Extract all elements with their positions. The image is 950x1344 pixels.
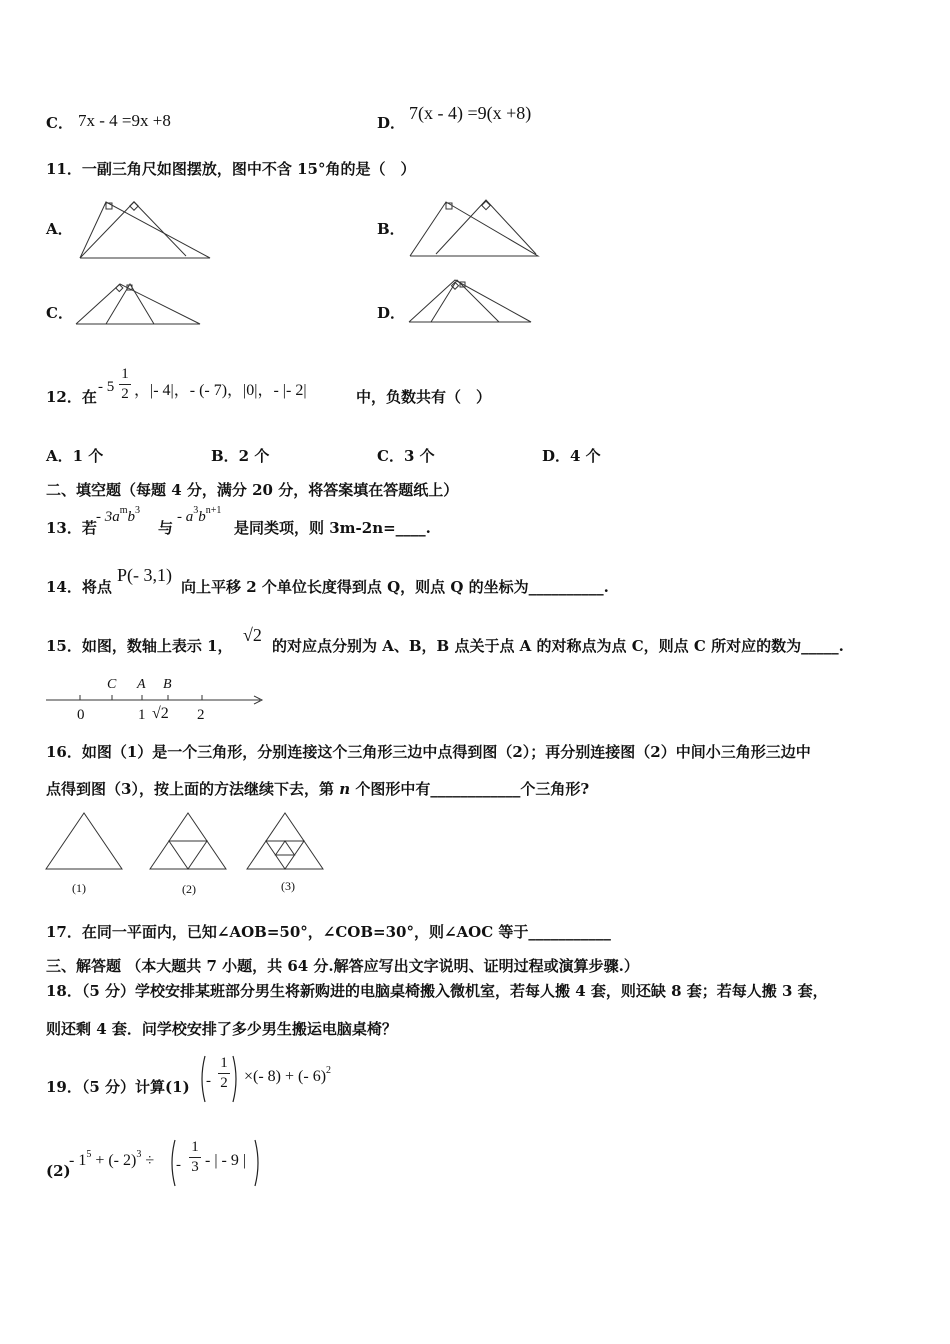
q12-option-a: A．1 个 — [46, 447, 104, 465]
q18-line1: 18．（5 分）学校安排某班部分男生将新购进的电脑桌椅搬入微机室，若每人搬 4 套，则还缺 8 套；若每人搬 3 套， — [46, 982, 828, 1000]
q14-number: 14．将点 — [46, 578, 112, 596]
q13-term2-coef: - a — [177, 509, 194, 525]
q19-p1-fraction — [218, 1056, 230, 1091]
q10-option-c-label: C． — [46, 114, 73, 132]
q12-option-d: D．4 个 — [542, 447, 601, 465]
q16-n: n — [339, 780, 351, 798]
numberline-tick-2: 2 — [197, 707, 205, 723]
section-3-heading: 三、解答题 （本大题共 7 小题，共 64 分.解答应写出文字说明、证明过程或演算步骤.） — [46, 957, 639, 975]
q11-option-c-label: C． — [46, 304, 73, 322]
q19-label: 19．（5 分）计算(1) — [46, 1078, 190, 1096]
q19-p1-bar — [218, 1073, 230, 1074]
q19-p1-numerator: 1 — [220, 1055, 228, 1071]
q16-line2 — [46, 782, 589, 797]
numberline-label-a: A — [137, 677, 146, 692]
q11-option-a-label: A． — [46, 220, 73, 238]
q12-fraction-denominator: 2 — [121, 386, 129, 402]
q11-figure-a — [76, 196, 216, 266]
section-2-heading: 二、填空题（每题 4 分，满分 20 分，将答案填在答题纸上） — [46, 481, 459, 499]
q13-term2 — [177, 505, 222, 525]
q11-figure-b — [406, 196, 546, 266]
q13-term1-sup-3: 3 — [135, 505, 141, 516]
q12-option-c: C．3 个 — [377, 447, 435, 465]
q13-term2-b: b — [198, 509, 206, 525]
q19-p2-bar — [189, 1157, 201, 1158]
q19-p1-rest — [244, 1065, 332, 1085]
q13-term2-sup-3: 3 — [193, 505, 199, 516]
q15-sqrt: √2 — [243, 625, 262, 645]
q17: 17．在同一平面内，已知∠AOB=50°，∠COB=30°，则∠AOC 等于___________ — [46, 923, 611, 941]
q11-figure-c — [72, 280, 212, 330]
q14-point: P(- 3,1) — [117, 565, 172, 585]
q10-option-d-expr: 7(x - 4) =9(x +8) — [409, 103, 532, 123]
q16-caption-2: (2) — [182, 882, 196, 896]
q13-and: 与 — [158, 519, 174, 537]
q19-p2-a: - 1 — [69, 1152, 87, 1169]
q15-text-a: 15．如图，数轴上表示 1， — [46, 637, 233, 655]
q13-term2-sup-n1: n+1 — [205, 505, 222, 516]
q18-line2: 则还剩 4 套．问学校安排了多少男生搬运电脑桌椅？ — [46, 1020, 397, 1038]
numberline-tick-sqrt2: √2 — [152, 705, 169, 722]
q19-p2-paren-right — [254, 1138, 262, 1188]
q12-tail: 中，负数共有（ ） — [356, 388, 492, 406]
q13-tail: 是同类项，则 3m-2n=____. — [234, 519, 431, 537]
q19-p2-label: (2) — [46, 1162, 71, 1180]
q16-line2-b: 个图形中有____________个三角形? — [355, 780, 590, 798]
q12-fraction-numerator: 1 — [121, 366, 129, 382]
q13-number: 13．若 — [46, 519, 97, 537]
q11-figure-d — [405, 276, 545, 326]
numberline-tick-0: 0 — [77, 707, 85, 723]
q19-p2-sup2: 3 — [136, 1149, 142, 1160]
q19-p1-denominator: 2 — [220, 1075, 228, 1091]
q19-p2-c: ÷ — [141, 1152, 155, 1169]
q10-option-d-label: D． — [377, 114, 406, 132]
q16-figure-3 — [245, 811, 325, 873]
q16-figure-2 — [148, 811, 228, 873]
q13-term1-sup-m: m — [119, 505, 128, 516]
q12-fraction-bar — [119, 384, 131, 385]
q19-p2-b: + (- 2) — [91, 1152, 137, 1169]
q11-stem: 11．一副三角尺如图摆放，图中不含 15°角的是（ ） — [46, 160, 416, 178]
q19-p2-expr-a — [69, 1149, 155, 1169]
q12-mixed-whole: - 5 — [98, 379, 115, 395]
q14-tail: 向上平移 2 个单位长度得到点 Q，则点 Q 的坐标为__________. — [181, 578, 609, 596]
q15-text-b: 的对应点分别为 A、B，B 点关于点 A 的对称点为点 C，则点 C 所对应的数为_____. — [272, 637, 844, 655]
q12-expr-rest: ，|- 4|，- (- 7)，|0|，- |- 2| — [134, 382, 307, 399]
q19-p1-sign: - — [206, 1073, 211, 1089]
q12-number: 12．在 — [46, 388, 97, 406]
q19-p2-paren-left — [168, 1138, 176, 1188]
q19-p2-rest: - | - 9 | — [205, 1152, 247, 1169]
numberline-tick-1: 1 — [138, 707, 146, 723]
q16-caption-3: (3) — [281, 879, 295, 893]
q19-p2-denominator: 3 — [191, 1159, 199, 1175]
numberline-label-b: B — [163, 677, 172, 692]
q16-line1: 16．如图（1）是一个三角形，分别连接这个三角形三边中点得到图（2）；再分别连接图（2）中间小三角形三边中 — [46, 743, 811, 761]
q10-option-c-expr: 7x - 4 =9x +8 — [78, 111, 171, 130]
numberline-label-c: C — [107, 677, 117, 692]
q12-mixed-fraction — [119, 367, 131, 402]
q16-caption-1: (1) — [72, 881, 86, 895]
q13-term1-b: b — [127, 509, 136, 525]
q19-p1-paren-left — [198, 1054, 206, 1104]
q12-option-b: B．2 个 — [211, 447, 270, 465]
q16-line2-a: 点得到图（3），按上面的方法继续下去，第 — [46, 780, 334, 798]
q19-p1-rest-text: ×(- 8) + (- 6) — [244, 1068, 327, 1085]
q13-term1-coef: - 3a — [96, 509, 120, 525]
q19-p2-fraction — [189, 1140, 201, 1175]
q11-option-b-label: B． — [377, 220, 405, 238]
q11-option-d-label: D． — [377, 304, 406, 322]
q13-term1 — [96, 505, 141, 525]
q16-figure-1 — [44, 811, 124, 873]
q19-p2-sup1: 5 — [86, 1149, 92, 1160]
q19-p2-sign: - — [176, 1157, 181, 1173]
q19-p1-paren-right — [232, 1054, 240, 1104]
q19-p2-numerator: 1 — [191, 1139, 199, 1155]
q19-p1-sup: 2 — [326, 1065, 332, 1076]
